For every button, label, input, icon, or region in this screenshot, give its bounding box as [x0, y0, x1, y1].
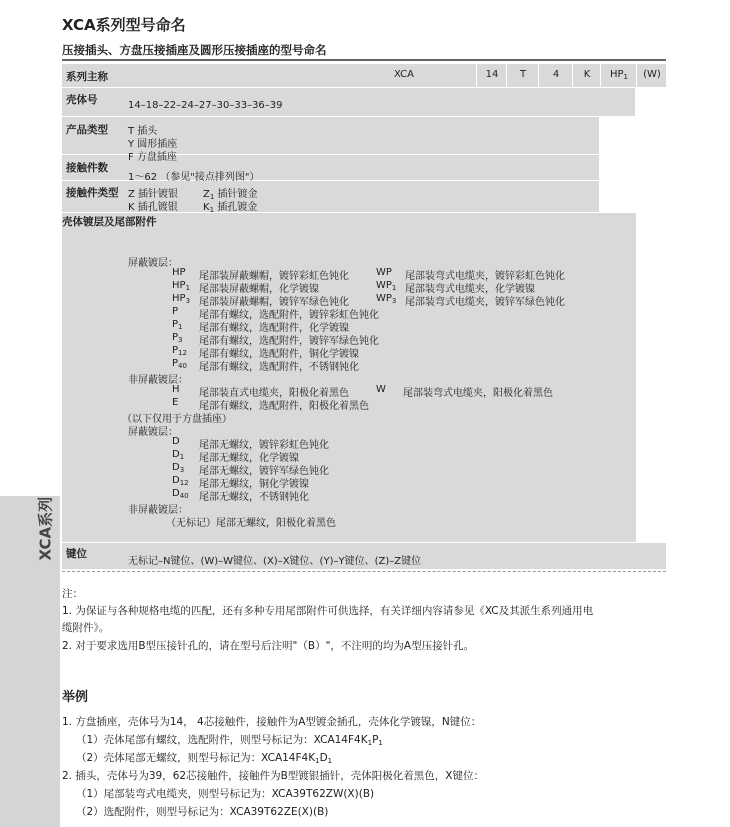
example-2: 2. 插头，壳体号为39，62芯接触件，接触件为B型镀银插针，壳体阳极化着黑色，X键位：	[62, 770, 484, 782]
plating-code: $P_{40}$	[172, 358, 187, 370]
plating-desc: 尾部装屏蔽螺帽，化学镀镍	[199, 284, 319, 295]
plating-desc: 尾部装屏蔽螺帽，镀锌彩虹色钝化	[199, 271, 349, 282]
plating-code: WP	[376, 267, 392, 278]
plating-code: HP	[172, 267, 186, 278]
unshielded-heading: 非屏蔽镀层：	[128, 375, 188, 386]
plating-desc: 尾部装弯式电缆夹，镀锌军绿色钝化	[405, 297, 565, 308]
plating-desc: 尾部有螺纹，选配附件，不锈钢钝化	[199, 362, 359, 373]
row-label-contact-type: 接触件类型	[66, 187, 119, 199]
key-options: 无标记–N键位、(W)–W键位、(X)–X键位、(Y)–Y键位、(Z)–Z键位	[128, 556, 422, 567]
plating-desc: 尾部装弯式电缆夹，阳极化着黑色	[403, 388, 553, 399]
plating-code: H	[172, 384, 180, 395]
shell-sizes: 14–18–22–24–27–30–33–36–39	[128, 100, 283, 111]
no-mark-option: （无标记）尾部无螺纹，阳极化着黑色	[166, 518, 336, 529]
example-1: 1. 方盘插座，壳体号为14， 4芯接触件，接触件为A型镀金插孔，壳体化学镀镍，N键位：	[62, 716, 482, 728]
plating-desc: 尾部无螺纹，镀锌彩虹色钝化	[199, 440, 329, 451]
code-col-divider	[572, 64, 573, 87]
row-divider	[62, 116, 635, 117]
plating-desc: 尾部无螺纹，化学镀镍	[199, 453, 299, 464]
plating-code: P	[172, 306, 179, 317]
plating-desc: 尾部无螺纹，铜化学镀镍	[199, 479, 309, 490]
flange-only-note: （以下仅用于方盘插座）	[122, 414, 232, 425]
plating-desc: 尾部装弯式电缆夹，化学镀镍	[405, 284, 535, 295]
row-divider	[62, 542, 666, 543]
plating-code: E	[172, 397, 179, 408]
row-label-plating: 壳体镀层及尾部附件	[62, 216, 157, 228]
shielded-heading-2: 屏蔽镀层：	[128, 427, 178, 438]
contacts-range: 1～62 （参见"接点排列图"）	[128, 172, 260, 183]
section-divider	[62, 571, 666, 572]
row-label-type: 产品类型	[66, 124, 108, 136]
type-item: F 方盘插座	[128, 152, 177, 163]
plating-code: D	[172, 436, 180, 447]
code-col-divider	[600, 64, 601, 87]
plating-code: $D_{12}$	[172, 475, 189, 487]
row-label-key: 键位	[66, 548, 87, 560]
code-contact-type: K	[583, 69, 591, 80]
code-plating: $HP_1$	[609, 69, 629, 81]
row-label-shell: 壳体号	[66, 94, 98, 106]
plating-code: $HP_3$	[172, 293, 191, 305]
type-item: Y 圆形插座	[128, 139, 178, 150]
example-2a: （1）尾部装弯式电缆夹，则型号标记为：XCA39T62ZW(X)(B)	[76, 788, 375, 800]
plating-code: $D_{40}$	[172, 488, 189, 500]
plating-desc: 尾部有螺纹，选配附件，铜化学镀镍	[199, 349, 359, 360]
side-tab-label	[35, 541, 56, 561]
shielded-heading: 屏蔽镀层：	[128, 258, 178, 269]
examples-heading: 举例	[62, 690, 89, 705]
plating-desc: 尾部有螺纹，选配附件，镀锌彩虹色钝化	[199, 310, 379, 321]
contact-type-k: K 插孔镀银	[128, 202, 178, 213]
title-divider	[62, 59, 666, 61]
plating-desc: 尾部无螺纹，镀锌军绿色钝化	[199, 466, 329, 477]
plating-desc: 尾部有螺纹，选配附件，化学镀镍	[199, 323, 349, 334]
code-col-divider	[476, 64, 477, 87]
plating-code: $HP_1$	[172, 280, 191, 292]
code-key: (W)	[643, 69, 661, 80]
contact-type-k1: $K_1$ 插孔镀金	[203, 202, 258, 214]
plating-desc: 尾部装弯式电缆夹，镀锌彩虹色钝化	[405, 271, 565, 282]
code-series: XCA	[394, 69, 414, 80]
plating-code: $P_3$	[172, 332, 183, 344]
note-1-line-1: 1. 为保证与各种规格电缆的匹配，还有多种专用尾部附件可供选择，有关详细内容请参见《XC及其派生系列通用电	[62, 605, 594, 617]
code-col-divider	[636, 64, 637, 87]
plating-code: $P_1$	[172, 319, 183, 331]
contact-type-z: Z 插针镀银	[128, 189, 179, 200]
contact-type-z1: $Z_1$ 插针镀金	[203, 189, 258, 201]
plating-code: W	[376, 384, 386, 395]
plating-code: $WP_1$	[376, 280, 397, 292]
note-1-line-2: 缆附件》。	[62, 622, 110, 634]
example-2b: （2）选配附件，则型号标记为：XCA39T62ZE(X)(B)	[76, 806, 329, 818]
plating-desc: 尾部有螺纹，选配附件，阳极化着黑色	[199, 401, 369, 412]
example-1a: （1）壳体尾部有螺纹，选配附件，则型号标记为：$XCA14F4K_1P_1$	[76, 734, 383, 747]
code-shell: 14	[485, 69, 499, 80]
row-label-series: 系列主称	[66, 71, 108, 83]
code-type: T	[519, 69, 527, 80]
code-col-divider	[538, 64, 539, 87]
plating-code: $D_3$	[172, 462, 185, 474]
row-divider	[62, 87, 666, 88]
page-subtitle: 压接插头、方盘压接插座及圆形压接插座的型号命名	[62, 43, 327, 57]
plating-code: $D_1$	[172, 449, 185, 461]
notes-heading: 注：	[62, 588, 83, 600]
example-1b: （2）壳体尾部无螺纹，则型号标记为：$XCA14F4K_1D_1$	[76, 752, 333, 765]
note-2: 2. 对于要求选用B型压接针孔的，请在型号后注明"（B）"，不注明的均为A型压接针孔。	[62, 640, 475, 652]
plating-code: $WP_3$	[376, 293, 397, 305]
plating-desc: 尾部装直式电缆夹，阳极化着黑色	[199, 388, 349, 399]
page-title: XCA系列型号命名	[62, 16, 186, 34]
plating-desc: 尾部装屏蔽螺帽，镀锌军绿色钝化	[199, 297, 349, 308]
plating-desc: 尾部无螺纹，不锈钢钝化	[199, 492, 309, 503]
row-label-contacts: 接触件数	[66, 162, 108, 174]
plating-desc: 尾部有螺纹，选配附件，镀锌军绿色钝化	[199, 336, 379, 347]
type-item: T 插头	[128, 126, 158, 137]
code-col-divider	[506, 64, 507, 87]
unshielded-heading-2: 非屏蔽镀层：	[128, 505, 188, 516]
code-contacts: 4	[552, 69, 560, 80]
plating-code: $P_{12}$	[172, 345, 187, 357]
